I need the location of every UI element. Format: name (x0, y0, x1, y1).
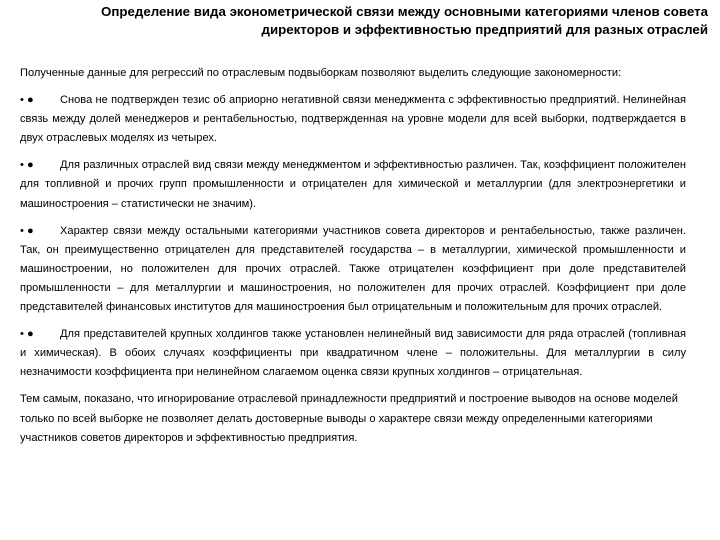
slide-title (60, 3, 708, 39)
bullet-item-3 (20, 222, 686, 317)
title-line-2: директоров и эффективностью предприятий для разных отраслей (261, 22, 708, 37)
title-line-1: Определение вида эконометрической связи между основными категориями членов совета (101, 4, 708, 19)
bullet-item-4 (20, 325, 686, 382)
bullet-text-3: Характер связи между остальными категориями участников совета директоров и рентабельностью, также различен. Так, он преимущественно отрицателен для представителей государства – в металлургии, химической промышленности и машиностроении, но положителен для прочих отраслей. Также отрицателен коэффициент при доле представителей промышленности – для металлургии и машиностроения, но положителен для прочих отраслей. Коэффициент при доле представителей финансовых институтов для машиностроения был отрицательным и положительным для прочих отраслей. (20, 224, 686, 314)
conclusion-paragraph: Тем самым, показано, что игнорирование отраслевой принадлежности предприятий и построение выводов на основе моделей только по всей выборке не позволяет делать достоверные выводы о характере связи между определенными категориями участников советов директоров и эффективностью предприятия. (20, 393, 678, 444)
bullet-marker-icon: • ● (20, 224, 34, 237)
bullet-marker-icon: • ● (20, 159, 34, 172)
bullet-marker-icon: • ● (20, 328, 34, 341)
bullet-text-4: Для представителей крупных холдингов также установлен нелинейный вид зависимости для ряда отраслей (топливная и химическая). В обоих случаях коэффициенты при квадратичном члене – положительны. Для металлургии в силу незначимости коэффициента при нелинейном слагаемом оценка связи крупных холдингов – отрицательная. (20, 328, 686, 379)
bullet-marker-icon: • ● (20, 94, 34, 107)
bullet-item-1 (20, 91, 686, 148)
bullet-item-2 (20, 156, 686, 213)
bullet-text-2: Для различных отраслей вид связи между менеджментом и эффективностью различен. Так, коэффициент положителен для топливной и прочих групп промышленности и отрицателен для химической и металлургии (для электроэнергетики и машиностроения – статистически не значим). (20, 159, 686, 210)
bullet-text-1: Снова не подтвержден тезис об априорно негативной связи менеджмента с эффективностью предприятий. Нелинейная связь между долей менеджеров и рентабельностью, подтвержденная на уровне модели для всей выборки, подтверждается в двух отраслевых моделях из четырех. (20, 94, 686, 145)
slide-body (20, 64, 686, 448)
intro-paragraph: Полученные данные для регрессий по отраслевым подвыборкам позволяют выделить следующие закономерности: (20, 67, 622, 79)
